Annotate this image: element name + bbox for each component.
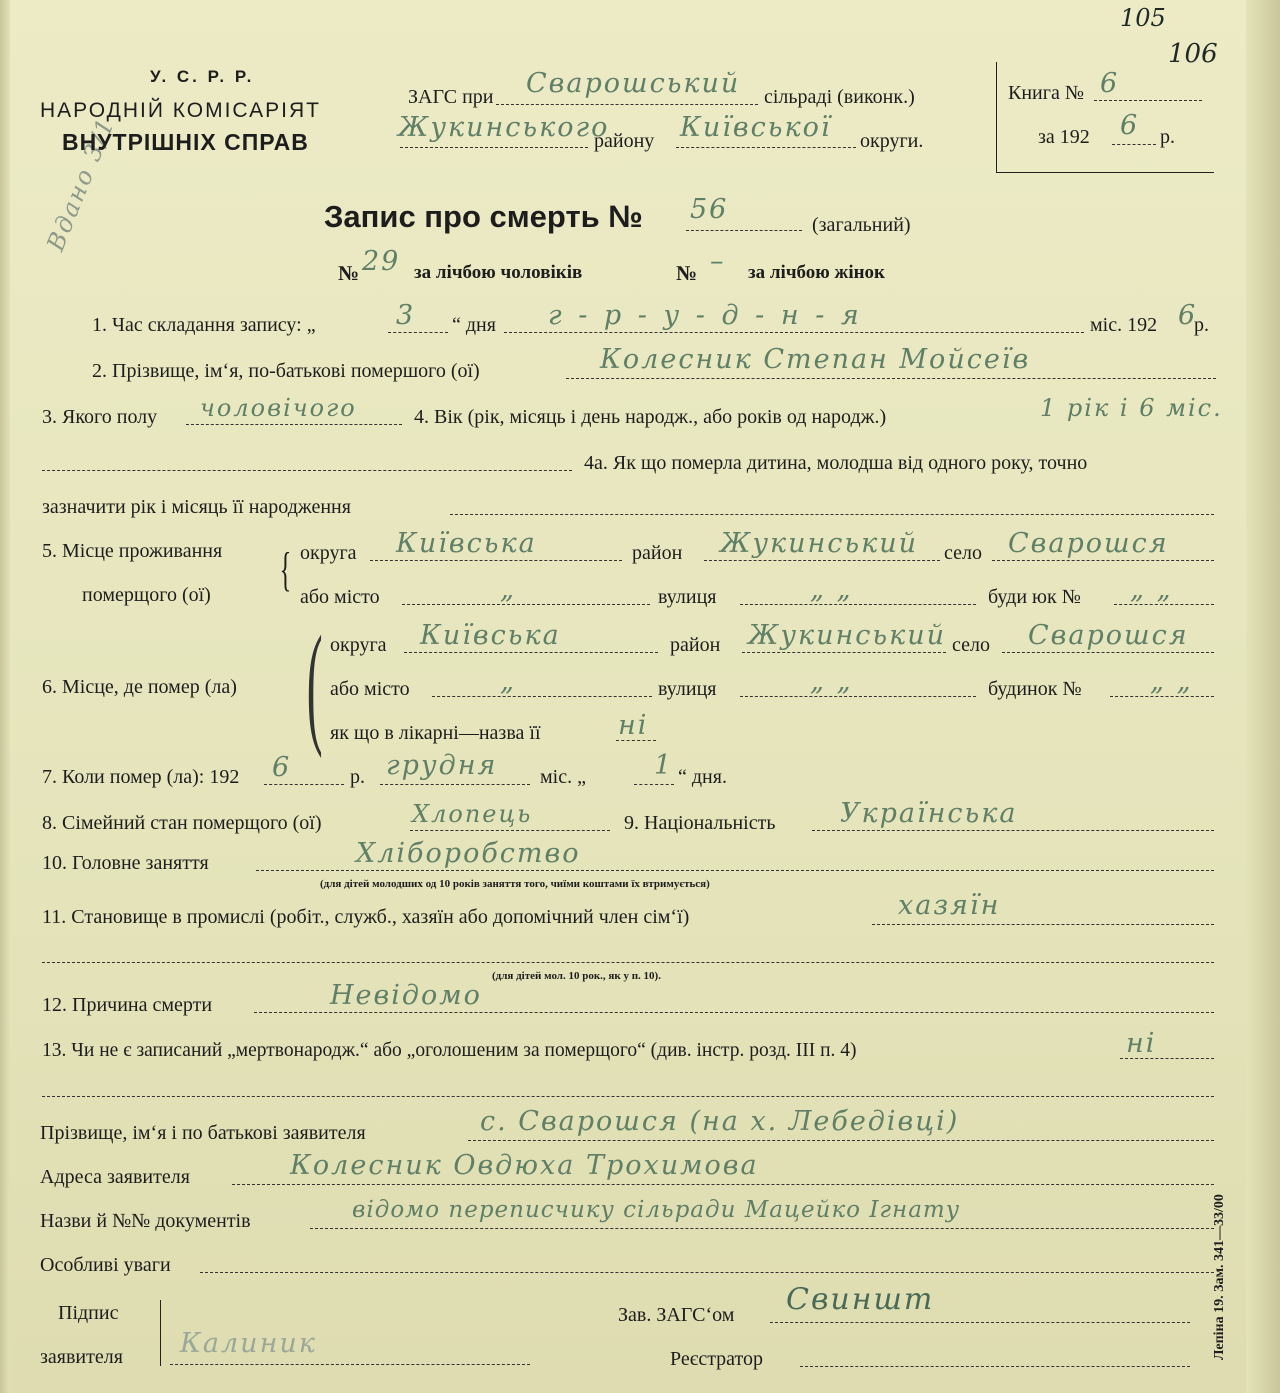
f6-okrug-label: округа: [330, 634, 387, 656]
f6-district-label: район: [670, 634, 721, 656]
f6-street-label: вулиця: [658, 678, 717, 700]
f5-label-line2: померщого (ої): [82, 584, 211, 606]
f5-city: „: [500, 574, 516, 605]
record-title: Запис про смерть №: [324, 199, 643, 234]
f6-city: „: [500, 666, 516, 697]
f1-year: 6: [1178, 300, 1198, 331]
applicant-signature: Калиник: [180, 1328, 317, 1359]
f2-label: 2. Прізвище, ім‘я, по-батькові помершого (ої): [92, 360, 480, 382]
f7-label-b: р.: [350, 766, 365, 788]
documents-value: відомо переписчику сільради Мацейко Ігнату: [352, 1197, 961, 1223]
corner-number-top: 105: [1120, 4, 1166, 32]
f6-street: „ „: [810, 666, 853, 697]
women-counter-value: –: [710, 246, 726, 277]
f7-day: 1: [654, 750, 674, 781]
f1-label-a: 1. Час складання запису: „: [92, 314, 316, 336]
zags-head-label: Зав. ЗАГС‘ом: [618, 1304, 735, 1326]
f5-district-label: район: [632, 542, 683, 564]
f11-label: 11. Становище в промислі (робіт., служб., хазяїн або допомічний член сім‘ї): [42, 906, 690, 928]
margin-note: Вдано 3/1: [41, 113, 121, 255]
f13-label: 13. Чи не є записаний „мертвонародж.“ або „оголошеним за померщого“ (див. інстр. розд. III п. 4): [42, 1040, 857, 1061]
corner-number-bottom: 106: [1168, 39, 1218, 69]
f10-note: (для дітей молодших од 10 років заняття того, чиїми коштами їх втримується): [320, 878, 710, 890]
f7-label-c: міс. „: [540, 766, 586, 788]
record-title-suffix: (загальний): [812, 214, 911, 236]
f7-label-a: 7. Коли помер (ла): 192: [42, 766, 240, 788]
f5-city-label: або місто: [300, 586, 380, 608]
f8-value: Хлопець: [412, 800, 533, 828]
f5-house: „ „: [1130, 574, 1173, 605]
f6-house: „ „: [1150, 666, 1193, 697]
f5-okrug: Київська: [396, 528, 537, 559]
men-counter-prefix: №: [338, 261, 360, 285]
f12-label: 12. Причина смерти: [42, 994, 213, 1016]
f1-month: г - р - у - д - н - я: [548, 300, 863, 331]
f5-district: Жукинський: [720, 528, 919, 559]
f4a-line1: 4а. Як що померла дитина, молодша від одного року, точно: [584, 452, 1088, 474]
f13-value: ні: [1126, 1028, 1157, 1059]
village-council-label: сільраді (виконк.): [764, 86, 915, 108]
ussr-header: У. С. Р. Р.: [150, 67, 255, 86]
men-counter-value: 29: [362, 246, 401, 277]
f6-label: 6. Місце, де помер (ла): [42, 676, 237, 698]
f5-house-label: буди юк №: [988, 586, 1081, 608]
f12-value: Невідомо: [330, 980, 482, 1011]
signature-label-line1: Підпис: [58, 1302, 119, 1324]
book-year-suffix: р.: [1160, 126, 1175, 148]
f1-label-c: міс. 192: [1090, 314, 1158, 336]
f4a-line2: зазначити рік і місяць її народження: [42, 496, 351, 518]
f6-district: Жукинський: [748, 620, 947, 651]
f4-label: 4. Вік (рік, місяць і день народж., або років од народж.): [414, 406, 887, 428]
applicant-address-value: Колесник Овдюха Трохимова: [290, 1150, 759, 1181]
f5-street: „ „: [810, 574, 853, 605]
applicant-name-label: Прізвище, ім‘я і по батькові заявителя: [40, 1122, 366, 1144]
zags-head-signature: Свиншт: [786, 1282, 935, 1317]
men-counter-label: за лічбою чоловіків: [414, 262, 583, 283]
f6-village-label: село: [952, 634, 990, 656]
f8-label: 8. Сімейний стан померщого (ої): [42, 812, 322, 834]
f2-value: Колесник Степан Мойсеїв: [600, 344, 1031, 375]
zags-at-label: ЗАГС при: [408, 86, 494, 108]
f6-house-label: будинок №: [988, 678, 1082, 700]
f10-label: 10. Головне заняття: [42, 852, 209, 874]
f1-label-b: “ дня: [452, 314, 496, 336]
documents-label: Назви й №№ документів: [40, 1210, 251, 1232]
district-value: Жукинського: [398, 112, 610, 143]
f10-value: Хліборобство: [356, 838, 581, 869]
village-council-value: Сварошський: [526, 68, 741, 99]
f6-hospital: ні: [618, 710, 649, 741]
f9-label: 9. Національність: [624, 812, 776, 834]
printer-mark: Лепіна 19. Зам. 341—33/00: [1212, 1194, 1227, 1360]
f3-label: 3. Якого полу: [42, 406, 158, 428]
book-label: Книга №: [1008, 82, 1084, 104]
f5-village: Сварошся: [1008, 528, 1169, 559]
women-counter-label: за лічбою жінок: [748, 262, 886, 283]
f9-value: Українська: [840, 798, 1018, 829]
f7-year: 6: [272, 752, 292, 783]
f11-note: (для дітей мол. 10 рок., як у п. 10).: [492, 970, 661, 982]
registrar-label: Реєстратор: [670, 1348, 764, 1370]
f6-hospital-label: як що в лікарні—назва її: [330, 722, 541, 744]
f5-label-line1: 5. Місце проживання: [42, 540, 223, 562]
commissariat-line2: ВНУТРІШНІХ СПРАВ: [62, 129, 309, 155]
f5-okrug-label: округа: [300, 542, 357, 564]
f6-city-label: або місто: [330, 678, 410, 700]
remarks-label: Особливі уваги: [40, 1254, 171, 1276]
f7-month: грудня: [386, 750, 498, 781]
record-number: 56: [690, 194, 729, 225]
f7-label-d: “ дня.: [678, 766, 727, 788]
f5-village-label: село: [944, 542, 982, 564]
district-label: району: [594, 130, 655, 152]
applicant-address-label: Адреса заявителя: [40, 1166, 190, 1188]
book-year-value: 6: [1120, 110, 1140, 141]
f3-value: чоловічого: [200, 394, 357, 422]
f6-brace: (: [306, 609, 323, 759]
f1-label-d: р.: [1194, 314, 1209, 336]
okrug-value: Київської: [680, 112, 832, 143]
book-value: 6: [1100, 68, 1120, 99]
f1-day: 3: [396, 300, 416, 331]
signature-label-line2: заявителя: [40, 1346, 123, 1368]
women-counter-prefix: №: [676, 261, 698, 285]
f6-village: Сварошся: [1028, 620, 1189, 651]
commissariat-line1: НАРОДНІЙ КОМІСАРІЯТ: [40, 99, 321, 122]
okrug-label: округи.: [860, 130, 924, 152]
f11-value: хазяїн: [898, 890, 1001, 921]
applicant-name-value: с. Сварошся (на х. Лебедівці): [480, 1106, 960, 1137]
f5-street-label: вулиця: [658, 586, 717, 608]
f6-okrug: Київська: [420, 620, 561, 651]
f5-brace: {: [279, 543, 292, 596]
book-year-prefix: за 192: [1038, 126, 1090, 148]
f4-value: 1 рік і 6 міс.: [1040, 394, 1223, 422]
